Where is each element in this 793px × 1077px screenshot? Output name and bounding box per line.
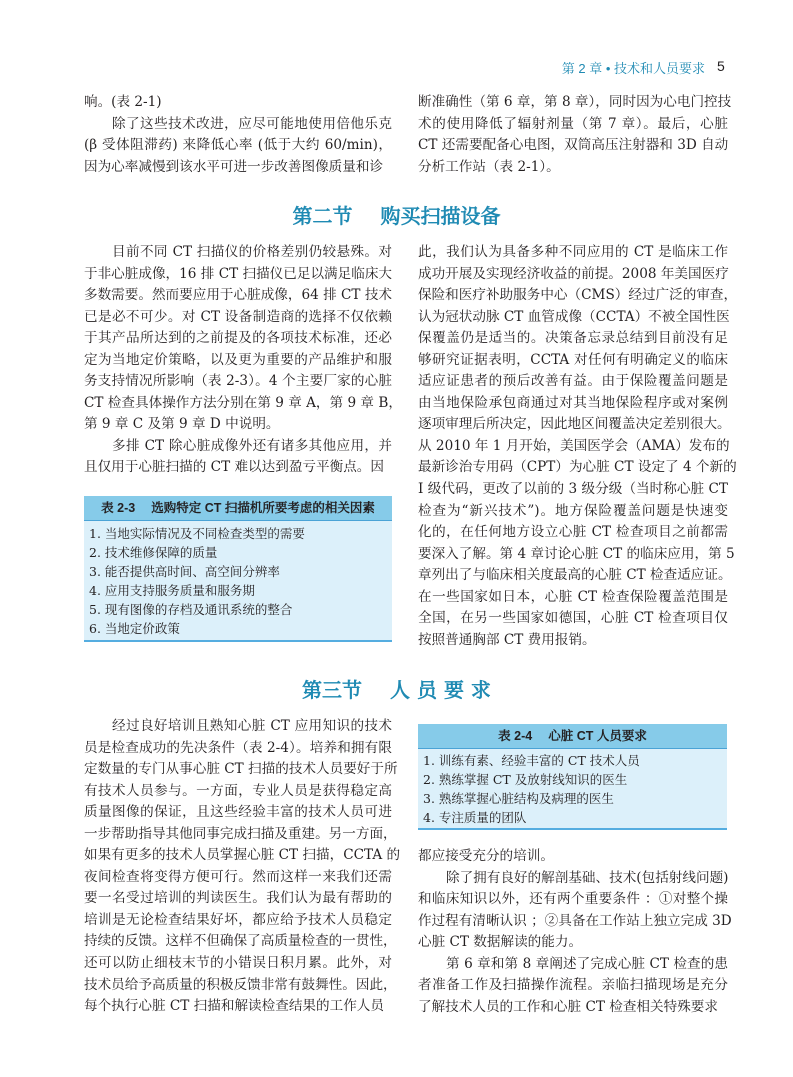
text-line: 多数需要。然而要应用于心脏成像，64 排 CT 技术 — [84, 287, 393, 304]
text-line: 目前不同 CT 扫描仪的价格差别仍较悬殊。对 — [112, 244, 392, 260]
text-line: 认为冠状动脉 CT 血管成像（CCTA）不被全国性医 — [418, 308, 730, 325]
section-title: 购买扫描设备 — [380, 204, 501, 228]
text-line: 第 6 章和第 8 章阐述了完成心脏 CT 检查的患 — [446, 955, 728, 972]
text-line: 持续的反馈。这样不但确保了高质量检查的一贯性， — [84, 933, 397, 950]
text-line: 此，我们认为具备多种不同应用的 CT 是临床工作 — [418, 244, 728, 260]
text-line: 每个执行心脏 CT 扫描和解读检查结果的工作人员 — [84, 998, 384, 1015]
text-line: (β 受体阻滞药) 来降低心率 (低于大约 60/min)， — [84, 137, 392, 154]
text-line: Ⅰ 级代码，更改了以前的 3 级分级（当时称心脏 CT — [418, 481, 728, 498]
text-line: 有技术人员参与。一方面，专业人员是获得稳定高 — [84, 782, 392, 799]
table-header — [84, 496, 392, 521]
text-line: 多排 CT 除心脏成像外还有诸多其他应用，并 — [112, 437, 392, 454]
text-line: 术的使用降低了辐射剂量（第 7 章）。最后，心脏 — [418, 115, 728, 132]
section3-left-text — [84, 716, 401, 1018]
table-row: 6. 当地定价政策 — [89, 621, 180, 636]
paragraph — [84, 242, 402, 436]
text-line: 要深入了解。第 4 章讨论心脏 CT 的临床应用，第 5 — [418, 545, 735, 562]
text-line: 保险和医疗补助服务中心（CMS）经过广泛的审查， — [418, 287, 738, 304]
text-line: 因为心率减慢到该水平可进一步改善图像质量和诊 — [84, 158, 384, 175]
text-line: 由当地保险承包商通过对其当地保险程序或对案例 — [418, 394, 728, 411]
text-line: 从 2010 年 1 月开始，美国医学会（AMA）发布的 — [418, 437, 730, 454]
text-line: 响。(表 2-1) — [84, 94, 162, 110]
text-line: 按照普通胸部 CT 费用报销。 — [418, 631, 596, 648]
text-line: 逐项审理后所决定，因此地区间覆盖决定差别很大。 — [418, 416, 731, 433]
text-line: 培训是无论检查结果好坏，都应给予技术人员稳定 — [84, 911, 392, 928]
section-title: 人 员 要 求 — [390, 678, 491, 702]
text-line: 于其产品所达到的之前提及的各项技术标准，还必 — [84, 330, 392, 347]
text-line: 技术员给予高质量的积极反馈非常有鼓舞性。因此， — [84, 976, 397, 993]
paragraph — [418, 954, 728, 1019]
section-number: 第二节 — [292, 204, 353, 228]
text-line: 作过程有清晰认识 ；②具备在工作站上独立完成 3D — [418, 912, 732, 929]
text-line: 已是必不可少。对 CT 设备制造商的选择不仅依赖 — [84, 308, 392, 325]
table-row: 1. 当地实际情况及不同检查类型的需要 — [89, 526, 305, 541]
text-line: CT 还需要配备心电图，双筒高压注射器和 3D 自动 — [418, 137, 729, 154]
text-line: 务支持情况所影响（表 2-3）。4 个主要厂家的心脏 — [84, 373, 392, 390]
text-line: 够研究证据表明，CCTA 对任何有明确定义的临床 — [418, 351, 728, 368]
text-line: 断准确性（第 6 章，第 8 章），同时因为心电门控技 — [418, 94, 732, 110]
text-line: 在一些国家如日本，心脏 CT 检查保险覆盖范围是 — [418, 588, 728, 605]
text-line: 除了拥有良好的解剖基础、技术(包括射线问题) — [446, 869, 729, 886]
section-heading-3 — [0, 674, 793, 703]
text-line: 还可以防止细枝末节的小错误日积月累。此外，对 — [84, 955, 392, 972]
text-line: 定数量的专门从事心脏 CT 扫描的技术人员要好于所 — [84, 761, 398, 778]
table-row: 2. 熟练掌握 CT 及放射线知识的医生 — [423, 772, 628, 787]
text-line: 和临床知识以外，还有两个重要条件 ：①对整个操 — [418, 891, 728, 908]
table-2-3 — [84, 496, 392, 642]
paragraph — [418, 242, 738, 651]
text-line: 都应接受充分的培训。 — [418, 848, 554, 864]
table-row: 4. 专注质量的团队 — [423, 810, 527, 825]
section-number: 第三节 — [302, 678, 363, 702]
text-line: 最新诊治专用码（CPT）为心脏 CT 设定了 4 个新的 — [418, 459, 737, 476]
paragraph — [84, 92, 392, 114]
paragraph — [84, 716, 401, 1018]
text-line: 章列出了与临床相关度最高的心脏 CT 检查适应证。 — [418, 567, 732, 584]
table-row: 3. 能否提供高时间、高空间分辨率 — [89, 564, 280, 579]
page-number: 5 — [717, 58, 725, 74]
section-heading-2 — [0, 200, 793, 229]
text-line: 保覆盖仍是适当的。决策备忘录总结到目前没有足 — [418, 330, 728, 347]
text-line: 如果有更多的技术人员掌握心脏 CT 扫描，CCTA 的 — [84, 847, 401, 864]
paragraph — [418, 846, 728, 868]
text-line: 第 9 章 C 及第 9 章 D 中说明。 — [84, 416, 280, 433]
text-line: 夜间检查将变得方便可行。然而这样一来我们还需 — [84, 868, 392, 885]
table-row: 1. 训练有素、经验丰富的 CT 技术人员 — [423, 753, 640, 768]
table-title: 心脏 CT 人员要求 — [548, 729, 647, 743]
text-line: 分析工作站（表 2-1）。 — [418, 158, 560, 175]
table-header — [418, 724, 727, 749]
section2-right-text — [418, 242, 738, 651]
text-line: CT 检查具体操作方法分别在第 9 章 A，第 9 章 B， — [84, 394, 402, 411]
table-label: 表 2-3 — [101, 501, 136, 515]
text-line: 质量图像的保证，且这些经验丰富的技术人员可进 — [84, 804, 392, 821]
text-line: 员是检查成功的先决条件（表 2-4）。培养和拥有限 — [84, 739, 392, 756]
text-line: 检查为“新兴技术”)。地方保险覆盖问题是快速变 — [418, 502, 728, 519]
table-row: 2. 技术维修保障的质量 — [89, 545, 218, 560]
text-line: 化的，在任何地方设立心脏 CT 检查项目之前都需 — [418, 524, 728, 541]
text-line: 经过良好培训且熟知心脏 CT 应用知识的技术 — [112, 718, 392, 734]
top-left-text — [84, 92, 392, 178]
paragraph — [84, 436, 392, 479]
running-header: 第 2 章 • 技术和人员要求 — [561, 61, 705, 76]
table-row: 3. 熟练掌握心脏结构及病理的医生 — [423, 791, 614, 806]
text-line: 且仅用于心脏扫描的 CT 难以达到盈亏平衡点。因 — [84, 459, 384, 476]
section3-right-text — [418, 846, 732, 1018]
text-line: 一步帮助指导其他同事完成扫描及重建。另一方面， — [84, 825, 397, 842]
text-line: 于非心脏成像，16 排 CT 扫描仪已足以满足临床大 — [84, 265, 393, 282]
table-row: 5. 现有图像的存档及通讯系统的整合 — [89, 602, 293, 617]
table-title: 选购特定 CT 扫描机所要考虑的相关因素 — [151, 501, 375, 515]
text-line: 适应证患者的预后改善有益。由于保险覆盖问题是 — [418, 373, 728, 390]
text-line: 了解技术人员的工作和心脏 CT 检查相关特殊要求 — [418, 998, 718, 1015]
paragraph — [84, 114, 392, 179]
paragraph — [418, 868, 732, 954]
top-right-text — [418, 92, 732, 178]
text-line: 除了这些技术改进，应尽可能地使用倍他乐克 — [112, 115, 392, 132]
text-line: 要一名受过培训的判读医生。我们认为最有帮助的 — [84, 890, 392, 907]
text-line: 成功开展及实现经济收益的前提。2008 年美国医疗 — [418, 265, 729, 282]
section2-left-text — [84, 242, 402, 479]
table-2-4 — [418, 724, 727, 830]
text-line: 者准备工作及扫描操作流程。亲临扫描现场是充分 — [418, 977, 728, 994]
table-row: 4. 应用支持服务质量和服务期 — [89, 583, 255, 598]
text-line: 全国，在另一些国家如德国，心脏 CT 检查项目仅 — [418, 610, 728, 627]
paragraph — [418, 92, 732, 178]
text-line: 心脏 CT 数据解读的能力。 — [418, 934, 583, 951]
text-line: 定为当地定价策略，以及更为重要的产品维护和服 — [84, 351, 392, 368]
table-label: 表 2-4 — [498, 729, 533, 743]
